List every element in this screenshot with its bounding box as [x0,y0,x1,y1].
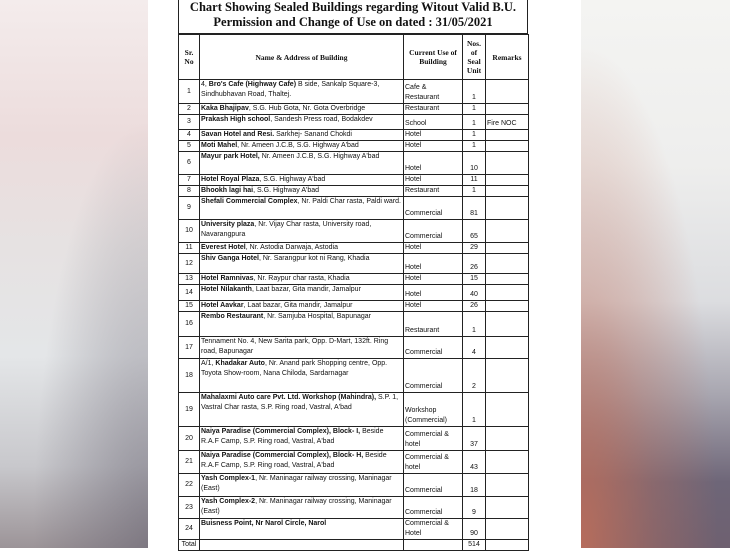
building-address: , S.G. Highway A'bad [259,176,326,183]
cell-sr-no: 18 [179,359,200,393]
building-name: Hotel Nilakanth [201,286,252,293]
header-current-use: Current Use of Building [404,35,463,80]
cell-current-use: Commercial & Hotel [404,519,463,540]
cell-sr-no: 14 [179,285,200,301]
cell-sr-no: 23 [179,497,200,519]
cell-seal-units: 65 [463,220,486,243]
cell-remarks [486,152,529,175]
cell-current-use: Commercial [404,497,463,519]
cell-current-use: Hotel [404,243,463,254]
cell-current-use: Commercial [404,197,463,220]
table-row [179,80,529,104]
building-name: Hotel Royal Plaza [201,176,260,183]
cell-name-address [200,427,404,451]
building-name: Naiya Paradise (Commercial Complex), Block- H, [201,452,364,459]
cell-current-use: Hotel [404,254,463,274]
cell-sr-no: 5 [179,141,200,152]
cell-remarks [486,301,529,312]
cell-remarks [486,186,529,197]
cell-seal-units: 18 [463,474,486,497]
title-line-2: Permission and Change of Use on dated : 31/05/2021 [213,15,493,29]
cell-remarks [486,197,529,220]
table-row [179,152,529,175]
building-name: Bhookh lagi hai [201,187,254,194]
table-row [179,497,529,519]
cell-seal-units: 10 [463,152,486,175]
building-name: Rembo Restaurant [201,313,264,320]
cell-name-address [200,104,404,115]
header-name-address: Name & Address of Building [200,35,404,80]
background-right [581,0,730,548]
table-row [179,393,529,427]
cell-current-use: Hotel [404,285,463,301]
cell-seal-units: 4 [463,337,486,359]
cell-current-use: Hotel [404,274,463,285]
cell-current-use: Hotel [404,301,463,312]
cell-name-address [200,115,404,130]
building-address: B side, Sankalp Square-3, Sindhubhavan Road, Thaltej. [201,81,380,98]
cell-seal-units: 1 [463,186,486,197]
cell-sr-no: 4 [179,130,200,141]
table-body [179,80,529,551]
building-address: , Nr. Ameen J.C.B, S.G. Highway A'bad [237,142,359,149]
building-name: University plaza [201,221,255,228]
building-address: , S.G. Hub Gota, Nr. Gota Overbridge [248,105,366,112]
cell-sr-no: 2 [179,104,200,115]
cell-current-use: Commercial [404,474,463,497]
cell-sr-no: 19 [179,393,200,427]
cell-name-address [200,80,404,104]
cell-current-use: Hotel [404,130,463,141]
cell-name-address [200,359,404,393]
building-name: Buisness Point, Nr Narol Circle, Narol [201,520,327,527]
cell-sr-no: 11 [179,243,200,254]
cell-remarks [486,337,529,359]
cell-name-address [200,141,404,152]
table-row [179,301,529,312]
total-label: Total [179,540,200,551]
cell-name-address [200,220,404,243]
cell-current-use: Commercial [404,337,463,359]
cell-remarks [486,393,529,427]
cell-seal-units: 1 [463,312,486,337]
building-name: Hotel Aavkar [201,302,244,309]
table-row [179,337,529,359]
building-address: , Nr. Astodia Darwaja, Astodia [245,244,338,251]
cell-sr-no: 10 [179,220,200,243]
cell-current-use: Commercial & hotel [404,427,463,451]
cell-seal-units: 1 [463,80,486,104]
cell-remarks [486,274,529,285]
cell-current-use: School [404,115,463,130]
cell-remarks [486,220,529,243]
cell-current-use: Commercial [404,220,463,243]
cell-name-address [200,519,404,540]
building-address: , Nr. Samjuba Hospital, Bapunagar [263,313,372,320]
cell-current-use: Commercial [404,359,463,393]
sealed-buildings-document [178,0,528,551]
cell-name-address [200,175,404,186]
building-name: Hotel Ramnivas [201,275,254,282]
cell-seal-units: 37 [463,427,486,451]
cell-remarks [486,359,529,393]
cell-current-use: Restaurant [404,104,463,115]
building-name: Naiya Paradise (Commercial Complex), Block- I, [201,428,361,435]
cell-seal-units: 11 [463,175,486,186]
cell-seal-units: 26 [463,254,486,274]
cell-name-address [200,197,404,220]
building-address: Sarkhej- Sanand Chokdi [274,131,352,138]
cell-remarks [486,243,529,254]
building-name: Mahalaxmi Auto care Pvt. Ltd. Workshop (Mahindra), [201,394,377,401]
cell-seal-units: 2 [463,359,486,393]
table-row [179,220,529,243]
cell-current-use: Hotel [404,152,463,175]
building-name: Everest Hotel [201,244,246,251]
cell-sr-no: 8 [179,186,200,197]
cell-seal-units: 26 [463,301,486,312]
cell-seal-units: 1 [463,104,486,115]
table-row [179,474,529,497]
cell-seal-units: 1 [463,115,486,130]
header-sr-no: Sr. No [179,35,200,80]
cell-name-address [200,130,404,141]
table-row [179,359,529,393]
cell-sr-no: 7 [179,175,200,186]
cell-remarks [486,104,529,115]
building-address: , Nr. Raypur char rasta, Khadia [253,275,350,282]
cell-name-address [200,451,404,474]
building-address: , S.G. Highway A'bad [253,187,320,194]
cell-remarks [486,175,529,186]
cell-sr-no: 13 [179,274,200,285]
header-remarks: Remarks [486,35,529,80]
table-row [179,427,529,451]
cell-remarks [486,130,529,141]
building-address: , Nr. Vijay Char rasta, University road, Navarangpura [201,221,372,238]
cell-current-use: Restaurant [404,312,463,337]
table-row [179,312,529,337]
building-address: , Nr. Maninagar railway crossing, Maninagar (East) [201,498,392,515]
table-row [179,197,529,220]
title-line-1: Chart Showing Sealed Buildings regarding Witout Valid B.U. [189,0,517,14]
table-row [179,130,529,141]
building-name: Prakash High school [201,116,271,123]
cell-remarks [486,497,529,519]
table-row [179,186,529,197]
building-name: Yash Complex-2 [201,498,256,505]
cell-name-address [200,186,404,197]
address-prefix: Tennament No. 4, New Sarita park, Opp. D-Mart, 132ft. Ring road, Bapunagar [201,338,389,355]
cell-sr-no: 12 [179,254,200,274]
cell-name-address [200,312,404,337]
building-address: , Laat bazar, Gita mandir, Jamalpur [243,302,353,309]
cell-seal-units: 1 [463,141,486,152]
cell-seal-units: 81 [463,197,486,220]
total-use-empty [404,540,463,551]
cell-current-use: Hotel [404,141,463,152]
building-name: Moti Mahel [201,142,238,149]
table-row [179,285,529,301]
building-name: Kaka Bhajipav [201,105,249,112]
cell-seal-units: 40 [463,285,486,301]
cell-sr-no: 9 [179,197,200,220]
document-title [178,0,528,34]
cell-sr-no: 15 [179,301,200,312]
total-remarks-empty [486,540,529,551]
cell-name-address [200,474,404,497]
building-address: , Nr. Paldi Char rasta, Paldi ward. [297,198,401,205]
cell-remarks [486,80,529,104]
table-row [179,451,529,474]
cell-remarks [486,141,529,152]
cell-current-use: Restaurant [404,186,463,197]
total-row [179,540,529,551]
cell-remarks [486,312,529,337]
table-row [179,104,529,115]
cell-name-address [200,243,404,254]
cell-current-use: Hotel [404,175,463,186]
cell-current-use: Cafe & Restaurant [404,80,463,104]
building-address: , Laat bazar, Gita mandir, Jamalpur [251,286,361,293]
cell-name-address [200,497,404,519]
building-address: Nr. Ameen J.C.B, S.G. Highway A'bad [259,153,380,160]
building-name: Mayur park Hotel, [201,153,260,160]
table-row [179,175,529,186]
cell-name-address [200,254,404,274]
background-left [0,0,148,548]
cell-remarks [486,519,529,540]
cell-seal-units: 15 [463,274,486,285]
cell-name-address [200,274,404,285]
table-row [179,274,529,285]
cell-sr-no: 6 [179,152,200,175]
cell-sr-no: 20 [179,427,200,451]
building-address: , Nr. Maninagar railway crossing, Maninagar (East) [201,475,392,492]
table-header-row [179,35,529,80]
cell-remarks [486,285,529,301]
cell-sr-no: 16 [179,312,200,337]
cell-current-use: Commercial & hotel [404,451,463,474]
total-name-empty [200,540,404,551]
address-prefix: 4, [201,81,209,88]
building-address: , Nr. Sarangpur kot ni Rang, Khadia [258,255,370,262]
address-prefix: A/1, [201,360,216,367]
cell-seal-units: 29 [463,243,486,254]
cell-name-address [200,337,404,359]
building-address: Beside R.A.F Camp, S.P. Ring road, Vastral, A'bad [201,428,384,445]
cell-sr-no: 24 [179,519,200,540]
building-name: Bro's Cafe (Highway Cafe) [208,81,297,88]
cell-remarks: Fire NOC [486,115,529,130]
building-name: Yash Complex-1 [201,475,256,482]
table-row [179,254,529,274]
building-address: , Nr. Anand park Shopping centre, Opp. Toyota Show-room, Nana Chiloda, Sardarnagar [201,360,388,377]
building-address: S.P. 1, Vastral Char rasta, S.P. Ring road, Vastral, A'bad [201,394,399,411]
sealed-buildings-table [178,34,529,551]
cell-remarks [486,427,529,451]
building-name: Savan Hotel and Resi. [201,131,275,138]
cell-sr-no: 22 [179,474,200,497]
cell-sr-no: 3 [179,115,200,130]
cell-sr-no: 21 [179,451,200,474]
cell-name-address [200,393,404,427]
building-name: Shefali Commercial Complex [201,198,298,205]
total-seal-units: 514 [463,540,486,551]
cell-seal-units: 1 [463,130,486,141]
cell-seal-units: 9 [463,497,486,519]
document-page [148,0,581,548]
cell-current-use: Workshop (Commercial) [404,393,463,427]
cell-name-address [200,285,404,301]
cell-name-address [200,301,404,312]
cell-seal-units: 1 [463,393,486,427]
cell-name-address [200,152,404,175]
cell-seal-units: 43 [463,451,486,474]
cell-sr-no: 17 [179,337,200,359]
header-nos-seal-unit: Nos. of Seal Unit [463,35,486,80]
cell-remarks [486,451,529,474]
table-row [179,243,529,254]
building-address: , Sandesh Press road, Bodakdev [270,116,373,123]
building-name: Shiv Ganga Hotel [201,255,259,262]
table-row [179,115,529,130]
table-row [179,519,529,540]
building-address: Beside R.A.F Camp, S.P. Ring road, Vastral, A'bad [201,452,387,469]
cell-remarks [486,254,529,274]
cell-remarks [486,474,529,497]
building-name: Khadakar Auto [215,360,265,367]
table-row [179,141,529,152]
cell-seal-units: 90 [463,519,486,540]
cell-sr-no: 1 [179,80,200,104]
